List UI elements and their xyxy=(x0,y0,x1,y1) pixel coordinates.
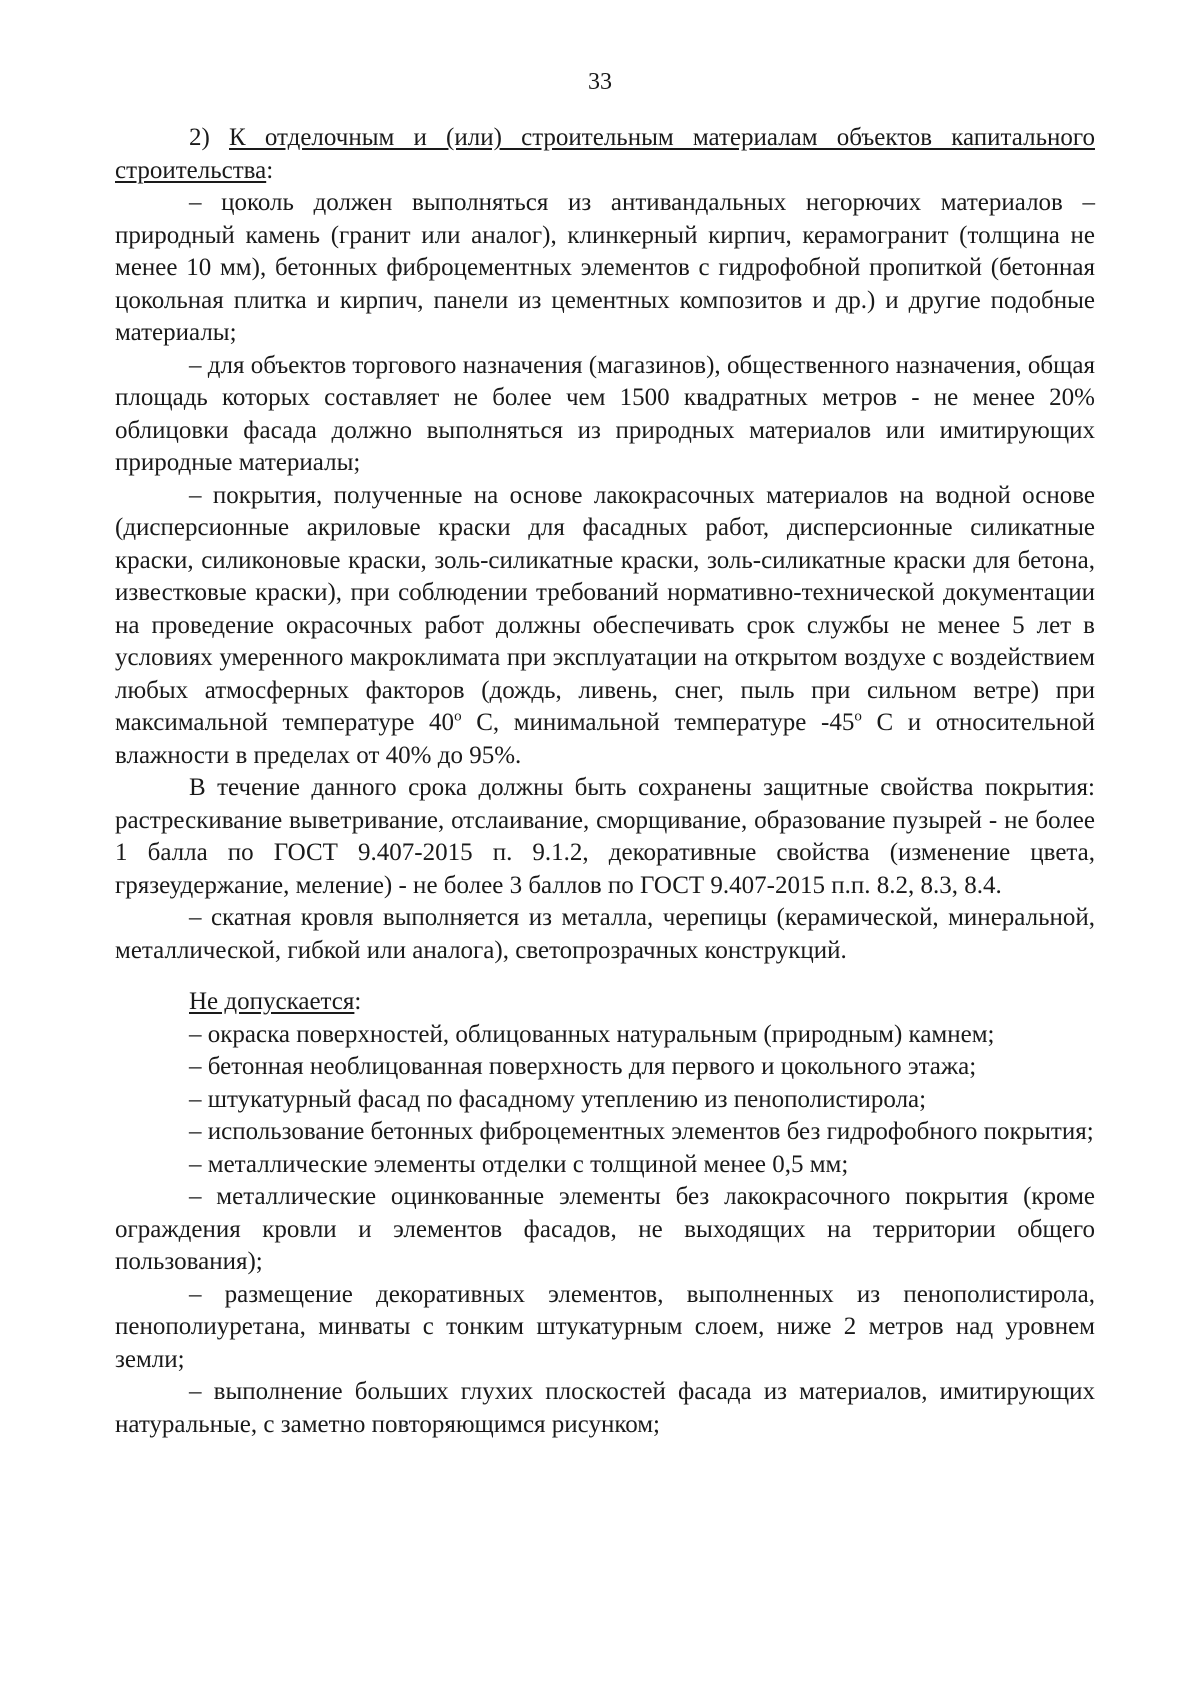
document-body xyxy=(115,122,1095,1441)
prohibited-item: – металлические оцинкованные элементы без лакокрасочного покрытия (кроме ограждения кровли и элементов фасадов, не выходящих на территории общего пользования); xyxy=(115,1183,1095,1275)
page-number: 33 xyxy=(588,69,612,95)
prohibited-item: – штукатурный фасад по фасадному утеплению из пенополистирола; xyxy=(189,1085,927,1113)
requirement-plinth: – цоколь должен выполняться из антивандальных негорючих материалов – природный камень (гранит или аналог), клинкерный кирпич, керамогранит (толщина не менее 10 мм), бетонных фиброцементных элементов с гидрофобной пропиткой (бетонная цокольная плитка и кирпич, панели из цементных композитов и др.) и другие подобные материалы; xyxy=(115,189,1095,346)
requirement-coatings xyxy=(115,480,1095,773)
section-heading-suffix: : xyxy=(266,156,274,184)
prohibited-item: – бетонная необлицованная поверхность для первого и цокольного этажа; xyxy=(189,1053,977,1080)
section-heading-title: К отделочным и (или) строительным материалам объектов капитального строительства xyxy=(115,124,1095,184)
section-heading-prefix: 2) xyxy=(189,124,229,151)
degree-sign-min: о xyxy=(854,708,862,725)
coatings-text-part2: С, минимальной температуре -45 xyxy=(461,709,855,736)
prohibited-item: – использование бетонных фиброцементных элементов без гидрофобного покрытия; xyxy=(189,1118,1094,1145)
section-heading xyxy=(115,122,1095,187)
requirement-roof: – скатная кровля выполняется из металла, черепицы (керамической, минеральной, металлической, гибкой или аналога), светопрозрачных конструкций. xyxy=(115,904,1095,964)
coatings-text-part1: – покрытия, полученные на основе лакокрасочных материалов на водной основе (дисперсионные акриловые краски для фасадных работ, дисперсионные силикатные краски, силиконовые краски, золь-силикатные краски, золь-силикатные краски для бетона, известковые краски), при соблюдении требований нормативно-технической документации на проведение окрасочных работ должны обеспечивать срок службы не менее 5 лет в условиях умеренного макроклимата при эксплуатации на открытом воздухе с воздействием любых атмосферных факторов (дождь, ливень, снег, пыль при сильном ветре) при максимальной температуре 40 xyxy=(115,481,1095,736)
not-allowed-heading xyxy=(115,986,1095,1019)
prohibited-item: – выполнение больших глухих плоскостей фасада из материалов, имитирующих натуральные, с заметно повторяющимся рисунком; xyxy=(115,1378,1095,1438)
service-term-paragraph: В течение данного срока должны быть сохранены защитные свойства покрытия: растрескивание выветривание, отслаивание, сморщивание, образование пузырей - не более 1 балла по ГОСТ 9.407-2015 п. 9.1.2, декоративные свойства (изменение цвета, грязеудержание, меление) - не более 3 баллов по ГОСТ 9.407-2015 п.п. 8.2, 8.3, 8.4. xyxy=(115,774,1095,899)
prohibited-item: – окраска поверхностей, облицованных натуральным (природным) камнем; xyxy=(189,1020,995,1048)
not-allowed-title: Не допускается xyxy=(189,988,355,1015)
degree-sign-max: о xyxy=(454,708,462,725)
not-allowed-suffix: : xyxy=(354,988,362,1015)
prohibited-item: – металлические элементы отделки с толщиной менее 0,5 мм; xyxy=(189,1150,849,1178)
coatings-text-part3: С и относительной влажности в пределах от 40% до 95%. xyxy=(115,709,1095,769)
prohibited-item: – размещение декоративных элементов, выполненных из пенополистирола, пенополиуретана, минваты с тонким штукатурным слоем, ниже 2 метров над уровнем земли; xyxy=(115,1280,1095,1373)
requirement-trade-objects: – для объектов торгового назначения (магазинов), общественного назначения, общая площадь которых составляет не более чем 1500 квадратных метров - не менее 20% облицовки фасада должно выполняться из природных материалов или имитирующих природные материалы; xyxy=(115,351,1095,476)
